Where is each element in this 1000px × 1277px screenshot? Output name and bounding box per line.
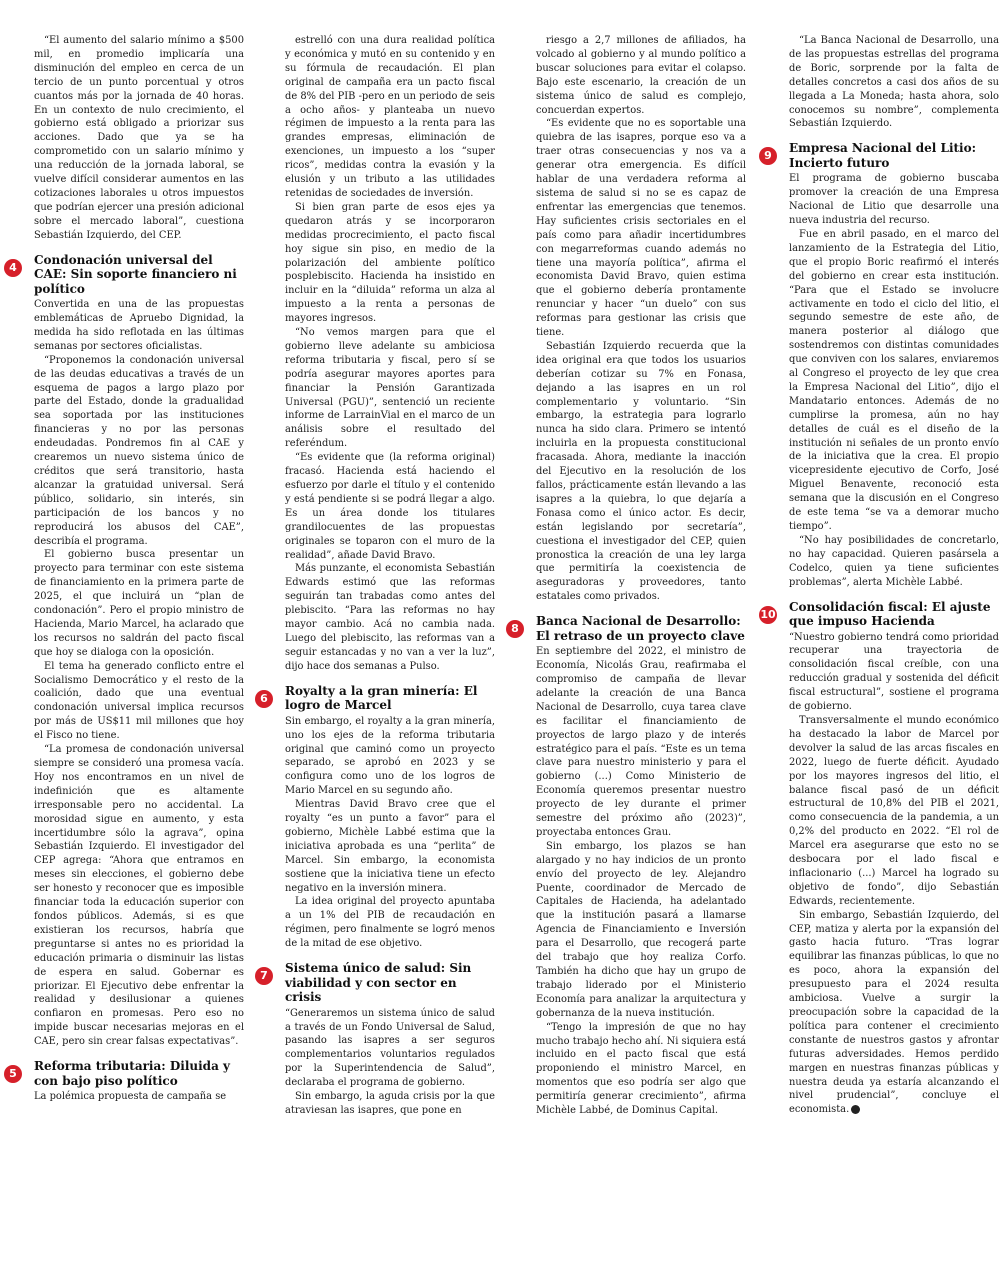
column-4 (760, 34, 999, 1117)
paragraph: riesgo a 2,7 millones de afiliados, ha volcado al gobierno y al mundo político a buscar soluciones para evitar el colapso. Bajo este escenario, la creación de un sistema único de salud es complejo, concuerdan expertos. (536, 35, 746, 116)
section-heading (9, 252, 244, 297)
paragraph: El gobierno busca presentar un proyecto para terminar con este sistema de financiamiento en la primera parte de 2025, el que incluirá un “plan de condonación”. Pero el propio ministro de Hacienda, Mario Marcel, ha aclarado que los recursos no saldrán del pacto fiscal que hoy se dialoga con la oposición. (34, 549, 244, 658)
column-1 (9, 34, 244, 1104)
column-3 (511, 34, 746, 1118)
paragraph: Sin embargo, los plazos se han alargado y no hay indicios de un pronto envío del proyecto de ley. Alejandro Puente, coordinador de Mercado de Capitales de Hacienda, ha adelantado que la institución pasará a llamarse Agencia de Financiamiento e Inversión para el Desarrollo, que recogerá parte del trabajo que hoy realiza Corfo. También ha dicho que hay un grupo de trabajo liderado por el Ministerio Economía para analizar la arquitectura y gobernanza de la nueva institución. (536, 840, 746, 1019)
text-block (789, 631, 999, 1118)
paragraph: “El aumento del salario mínimo a $500 mil, en promedio implicaría una disminución del empleo en cerca de un tercio de un punto porcentual y otros cuantos más por la jornada de 40 horas. En un contexto de nulo crecimiento, el gobierno está obligado a priorizar sus acciones. Dado que ya se ha comprometido con un salario mínimo y una reducción de la jornada laboral, se vuelve difícil considerar aumentos en las cotizaciones laborales u otros impuestos que podrían ejercer una presión adicional sobre el mercado laboral”, cuestiona Sebastián Izquierdo, del CEP. (34, 35, 244, 241)
section-number-badge: 6 (255, 690, 273, 708)
paragraph: Mientras David Bravo cree que el royalty “es un punto a favor” para el gobierno, Michèle Labbé estima que la iniciativa aprobada es una “perlita” de Marcel. Sin embargo, la economista sostiene que la iniciativa tiene un efecto negativo en la inversión minera. (285, 799, 495, 894)
text-block (34, 1090, 244, 1104)
paragraph: En septiembre del 2022, el ministro de Economía, Nicolás Grau, reafirmaba el compromiso de campaña de llevar adelante la creación de una Banca Nacional de Desarrollo, cuya tarea clave es facilitar el financiamiento de proyectos de largo plazo y de interés estratégico para el país. “Este es un tema clave para nuestro ministerio y para el gobierno (...) Como Ministerio de Economía queremos presentar nuestro proyecto de ley durante el primer semestre del próximo año (2023)”, proyectaba entonces Grau. (536, 646, 746, 838)
section-title: Consolidación fiscal: El ajuste que impuso Hacienda (789, 599, 991, 629)
paragraph: Sin embargo, el royalty a la gran minería, uno los ejes de la reforma tributaria original que caminó como un proyecto separado, se aprobó en 2023 y se configura como uno de los logros de Mario Marcel en su segundo año. (285, 715, 495, 797)
section-heading (260, 683, 495, 713)
paragraph: “Proponemos la condonación universal de las deudas educativas a través de un esquema de pagos a largo plazo por parte del Estado, donde la gradualidad sea soportada por las instituciones financieras y no por las personas endeudadas. Pondremos fin al CAE y crearemos un nuevo sistema único de créditos que será transitorio, hasta alcanzar la gratuidad universal. Será público, solidario, sin interés, sin participación de los bancos y no reproducirá los abusos del CAE”, describía el programa. (34, 354, 244, 547)
paragraph: Sebastián Izquierdo recuerda que la idea original era que todos los usuarios deberían cotizar su 7% en Fonasa, dejando a las isapres en un rol complementario y voluntario. “Sin embargo, la estrategia para lograrlo nunca ha sido clara. Primero se intentó incluirla en la propuesta constitucional fracasada. Ahora, mediante la inacción del Ejecutivo en la resolución de los fallos, prácticamente están llevando a las isapres a la quiebra, lo que dejaría a Fonasa como el único actor. Es decir, están legislando por secretaría”, cuestiona el investigador del CEP, quien pronostica la creación de una ley larga que permitiría la coexistencia de aseguradoras y proveedores, tanto estatales como privados. (536, 340, 746, 603)
paragraph: “No vemos margen para que el gobierno lleve adelante su ambiciosa reforma tributaria y fiscal, pero sí se podría asegurar mayores aportes para financiar la Pensión Garantizada Universal (PGU)”, sentenció un reciente informe de LarrainVial en el marco de un análisis sobre el resultado del referéndum. (285, 327, 495, 450)
section-heading (511, 614, 746, 643)
text-block (536, 34, 746, 604)
paragraph: La polémica propuesta de campaña se (34, 1091, 227, 1103)
text-block (285, 715, 495, 951)
paragraph: Sin embargo, Sebastián Izquierdo, del CEP, matiza y alerta por la expansión del gasto hacia futuro. “Tras lograr equilibrar las finanzas públicas, lo que no es poco, ahora la expansión del presupuesto para el 2024 resulta ambiciosa. Vuelve a surgir la preocupación sobre la capacidad de la política para contener el crecimiento constante de nuestros gastos y afrontar futuras adversidades. Hemos perdido margen en nuestras finanzas públicas y nuestra deuda ya estaría alcanzando el nivel prudencial”, concluye el economista. ● (789, 909, 999, 1116)
paragraph: Más punzante, el economista Sebastián Edwards estimó que las reformas seguirán tan trabadas como antes del plebiscito. “Para las reformas no hay mayor cambio. Acá no cambia nada. Luego del plebiscito, las reformas van a seguir estancadas y no van a ver la luz”, dijo hace dos semanas a Pulso. (285, 563, 495, 672)
paragraph: “Es evidente que (la reforma original) fracasó. Hacienda está haciendo el esfuerzo por darle el título y el contenido y está pendiente si se podrá llegar a algo. Es un área donde los titulares grandilocuentes de las propuestas originales se toparon con el muro de la realidad”, añade David Bravo. (285, 452, 495, 561)
paragraph: Transversalmente el mundo económico ha destacado la labor de Marcel por devolver la salud de las arcas fiscales en 2022, luego de fuerte déficit. Ayudado por los mayores ingresos del litio, el balance fiscal pasó de un déficit estructural de 10,8% del PIB el 2021, como consecuencia de la pandemia, a un 0,2% del producto en 2022. “El rol de Marcel era asegurarse que esto no se desbocara por el lado fiscal e inflacionario (...) Marcel ha logrado su objetivo de fondo”, dijo Sebastián Edwards, recientemente. (789, 714, 999, 907)
section-number-badge: 4 (4, 259, 22, 277)
section-heading (260, 961, 495, 1005)
paragraph: “Nuestro gobierno tendrá como prioridad recuperar una trayectoria de consolidación fiscal creíble, con una reducción gradual y sostenida del déficit fiscal estructural”, sostiene el programa de gobierno. (789, 631, 999, 713)
paragraph: estrelló con una dura realidad política y económica y mutó en su contenido y en su fórmula de recaudación. El plan original de campaña era un pacto fiscal de 8% del PIB -pero en un periodo de seis a ocho años- y planteaba un nuevo régimen de impuesto a la renta para las grandes empresas, eliminación de exenciones, un impuesto a los “super ricos”, medidas contra la evasión y la elusión y un tributo a las utilidades retenidas de sociedades de inversión. (285, 35, 495, 199)
column-2 (260, 34, 495, 1118)
section-number-badge: 5 (4, 1065, 22, 1083)
text-block (789, 34, 999, 131)
paragraph: Sin embargo, la aguda crisis por la que atraviesan las isapres, que pone en (285, 1091, 495, 1116)
paragraph: “La promesa de condonación universal siempre se consideró una promesa vacía. Hoy nos encontramos en un nivel de indefinición que es altamente irresponsable pero no accidental. La morosidad sigue en aumento, y esta incertidumbre sólo la agrava”, opina Sebastián Izquierdo. El investigador del CEP agrega: “Ahora que entramos en meses sin elecciones, el gobierno debe ser honesto y reconocer que es imposible financiar toda la educación superior con fondos públicos. Además, si es que existieran los recursos, habría que preguntarse si antes no es prioridad la educación primaria o disminuir las listas de espera en salud. Gobernar es priorizar. El Ejecutivo debe enfrentar la realidad y desilusionar a quienes confiaron en promesas. Pero eso no impide buscar necesarias mejoras en el CAE, pero sin crear falsas expectativas”. (34, 744, 244, 1048)
paragraph: El tema ha generado conflicto entre el Socialismo Democrático y el resto de la coalición, dado que una eventual condonación universal implica recursos por más de US$11 mil millones que hoy el Fisco no tiene. (34, 660, 244, 742)
paragraph: Si bien gran parte de esos ejes ya quedaron atrás y se incorporaron medidas procrecimiento, el pacto fiscal hoy sigue sin piso, en medio de la polarización del ambiente político posplebiscito. Hacienda ha insistido en incluir en la “diluida” reforma un alza al impuesto a la renta a personas de mayores ingresos. (285, 201, 495, 325)
paragraph: El programa de gobierno buscaba promover la creación de una Empresa Nacional de Litio que desarrolle una nueva industria del recurso. (789, 173, 999, 227)
paragraph: “No hay posibilidades de concretarlo, no hay capacidad. Quieren pasársela a Codelco, quien ya tiene suficientes problemas”, alerta Michèle Labbé. (789, 534, 999, 588)
section-number-badge: 9 (759, 147, 777, 165)
section-number-badge: 7 (255, 967, 273, 985)
text-block (285, 1007, 495, 1118)
text-block (285, 34, 495, 674)
section-number-badge: 8 (506, 620, 524, 638)
section-title: Banca Nacional de Desarrollo: El retraso de un proyecto clave (536, 614, 745, 643)
paragraph: “La Banca Nacional de Desarrollo, una de las propuestas estrellas del programa de Boric, sorprende por la falta de detalles concretos a casi dos años de su llegada a La Moneda; hasta ahora, solo conocemos su nombre”, complementa Sebastián Izquierdo. (789, 35, 999, 130)
section-title: Empresa Nacional del Litio: Incierto futuro (789, 141, 977, 170)
text-block (34, 298, 244, 1049)
paragraph: “Tengo la impresión de que no hay mucho trabajo hecho ahí. Ni siquiera está incluido en el pacto fiscal que está proponiendo el ministro Marcel, en momentos que eso podría ser algo que permitiría generar crecimiento”, afirma Michèle Labbé, de Dominus Capital. (536, 1021, 746, 1117)
paragraph: “Generaremos un sistema único de salud a través de un Fondo Universal de Salud, pasando las isapres a ser seguros complementarios voluntarios regulados por la Superintendencia de Salud”, declaraba el programa de gobierno. (285, 1007, 495, 1089)
section-heading (760, 599, 999, 629)
paragraph: Convertida en una de las propuestas emblemáticas de Apruebo Dignidad, la medida ha sido reflotada en las últimas semanas por sectores oficialistas. (34, 299, 244, 352)
paragraph: La idea original del proyecto apuntaba a un 1% del PIB de recaudación en régimen, pero finalmente se logró menos de la mitad de ese objetivo. (285, 896, 495, 950)
section-title: Condonación universal del CAE: Sin soporte financiero ni político (34, 252, 237, 296)
section-heading (764, 141, 999, 170)
paragraph: Fue en abril pasado, en el marco del lanzamiento de la Estrategia del Litio, que el propio Boric reafirmó el interés del gobierno en crear esta institución. “Para que el Estado se involucre activamente en todo el ciclo del litio, el segundo semestre de este año, de manera posterior al diálogo que sostendremos con distintas comunidades que conviven con los salares, enviaremos al Congreso el proyecto de ley que crea la Empresa Nacional del Litio”, dijo el Mandatario entonces. Además de no cumplirse la promesa, aún no hay detalles de cuál es el diseño de la institución ni señales de un pronto envío de la iniciativa que la crea. El propio vicepresidente ejecutivo de Corfo, José Miguel Benavente, reconoció esta semana que la discusión en el Congreso de este tema “se va a demorar mucho tiempo”. (789, 228, 999, 532)
section-title: Royalty a la gran minería: El logro de Marcel (285, 683, 478, 713)
text-block (34, 34, 244, 243)
end-of-article-icon: ● (851, 1105, 860, 1114)
section-title: Reforma tributaria: Diluida y con bajo piso político (34, 1059, 230, 1088)
paragraph: “Es evidente que no es soportable una quiebra de las isapres, porque eso va a traer otras consecuencias y nos va a generar otra emergencia. Es difícil hablar de una verdadera reforma al sistema de salud si no se es capaz de enfrentar las emergencias que tenemos. Hay suficientes crisis sectoriales en el país como para añadir incertidumbres con megarreformas cuando además no tiene una mayoría política”, afirma el economista David Bravo, quien estima que el gobierno debería prontamente renunciar y hacer “un duelo” con sus reformas para gestionar las crisis que tiene. (536, 118, 746, 339)
section-number-badge: 10 (759, 606, 777, 624)
section-title: Sistema único de salud: Sin viabilidad y con sector en crisis (285, 961, 472, 1005)
text-block (536, 645, 746, 1118)
section-heading (9, 1059, 244, 1088)
text-block (789, 172, 999, 589)
